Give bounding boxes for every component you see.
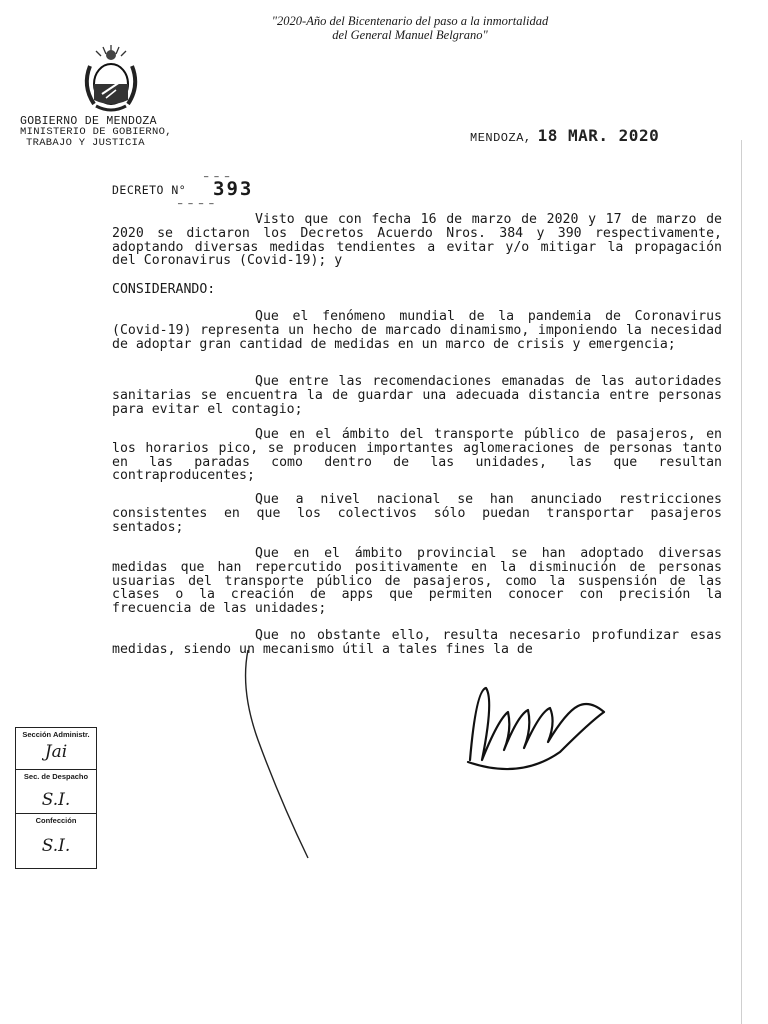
ministry-line-2: TRABAJO Y JUSTICIA [26,137,145,149]
city: MENDOZA, [470,131,532,145]
box-mark: S.I. [41,790,71,810]
box-mark: S.I. [41,836,71,856]
header-motto [230,14,590,42]
considerando-text: Que entre las recomendaciones emanadas de las autoridades sanitarias se encuentra la de guardar una adecuada distancia entre personas para evitar el contagio; [112,374,722,417]
decree-label: DECRETO N° [112,183,187,197]
stamp-mark: ━ ━ ━ [204,173,231,181]
box-label: Confección [35,816,77,825]
considerando-text: Que no obstante ello, resulta necesario profundizar esas medidas, siendo un mecanismo útil a tales fines la de [112,628,722,657]
considerando-text: Que el fenómeno mundial de la pandemia de Coronavirus (Covid-19) representa un hecho de marcado dinamismo, imponiendo la necesidad de adoptar gran cantidad de medidas en un marco de crisis y emergencia; [112,309,722,352]
considerando-paragraph [112,629,722,657]
box-label: Sec. de Despacho [23,772,89,781]
considerando-paragraph [112,375,722,416]
stamp-mark: ━ ━ ━ ━ [178,200,215,208]
place-date [470,126,659,145]
considerando-text: Que en el ámbito provincial se han adoptado diversas medidas que han repercutido positivamente en la disminución de personas usuarias del transporte público de pasajeros, como la suspensión de las clases o la creación de apps que permiten conocer con precisión la frecuencia de las unidades; [112,546,722,617]
issuer-block [20,116,172,149]
considerando-text: Que en el ámbito del transporte público de pasajeros, en los horarios pico, se producen importantes aglomeraciones de personas tanto en las paradas como dentro de las unidades, las que resultan contraproducentes; [112,427,722,484]
motto-line-1: "2020-Año del Bicentenario del paso a la inmortalidad [271,14,549,28]
margin-line [741,140,742,1024]
considerando-paragraph [112,310,722,351]
considerando-paragraph [112,493,722,534]
box-label: Sección Administr. [22,730,90,739]
considerando-text: Que a nivel nacional se han anunciado restricciones consistentes en que los colectivos sólo puedan transportar pasajeros sentados; [112,492,722,535]
considerando-paragraph [112,547,722,616]
visto-text: Visto que con fecha 16 de marzo de 2020 y 17 de marzo de 2020 se dictaron los Decretos Acuerdo Nros. 384 y 390 respectivamente, adoptando diversas medidas tendientes a evitar y/o mitigar la propagación del Coronavirus (Covid-19); y [112,212,722,269]
visto-paragraph [112,213,722,268]
considerando-heading: CONSIDERANDO: [112,282,216,297]
decree-number: 393 [213,178,254,200]
date-stamp: 18 MAR. 2020 [537,126,660,145]
control-box [15,727,97,869]
government-name: GOBIERNO DE MENDOZA [20,115,157,128]
considerando-paragraph [112,428,722,483]
box-mark: Jai [44,742,68,762]
motto-line-2: del General Manuel Belgrano" [332,28,488,42]
ministry-line-1: MINISTERIO DE GOBIERNO, [20,126,172,138]
coat-of-arms-icon [78,42,144,114]
